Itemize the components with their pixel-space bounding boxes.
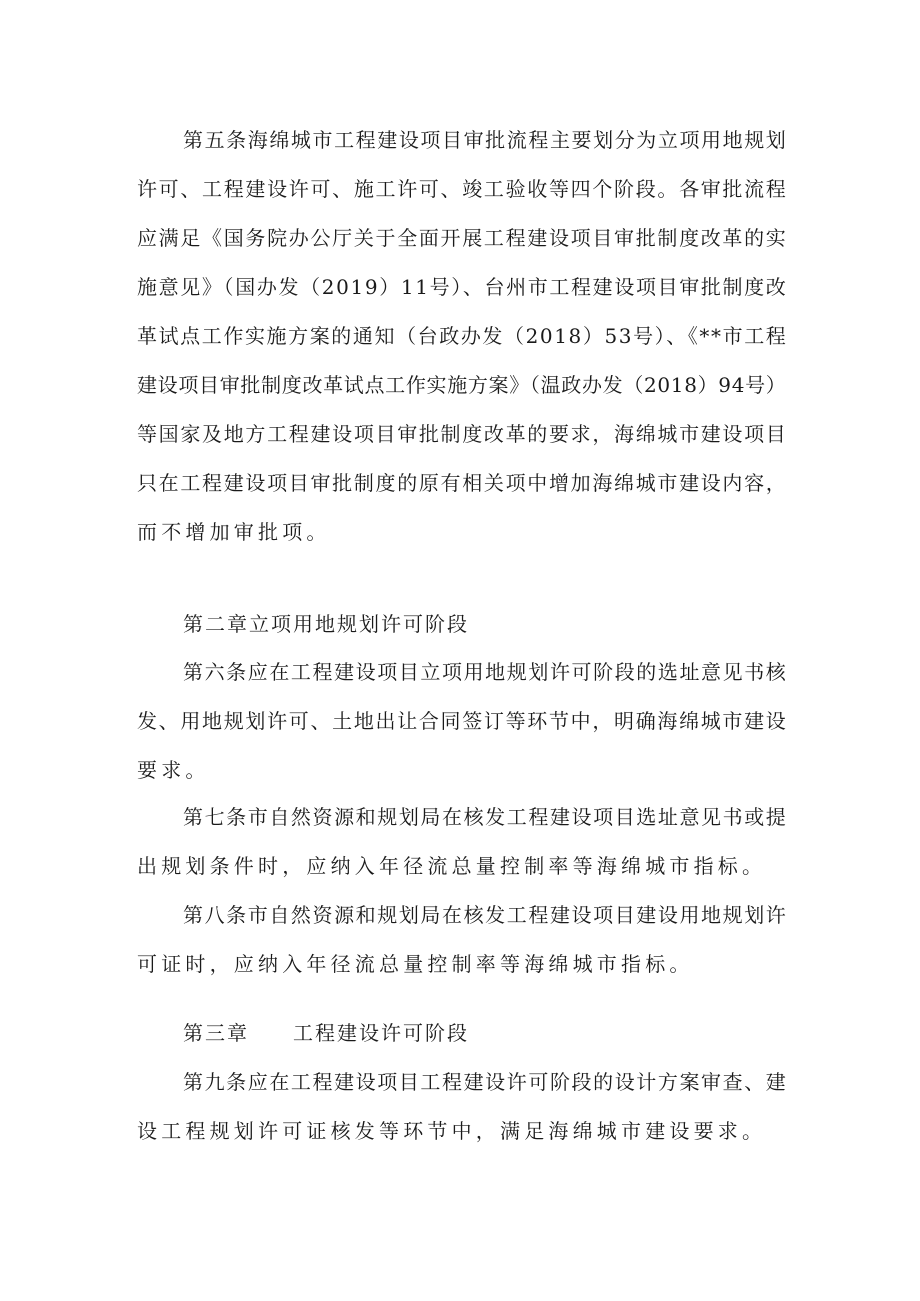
article-7-line-1: 第七条市自然资源和规划局在核发工程建设项目选址意见书或提 — [183, 805, 788, 829]
article-7-line-2: 出规划条件时，应纳入年径流总量控制率等海绵城市指标。 — [137, 854, 767, 878]
article-5-line-8: 只在工程建设项目审批制度的原有相关项中增加海绵城市建设内容， — [137, 471, 788, 495]
article-6-line-1: 第六条应在工程建设项目立项用地规划许可阶段的选址意见书核 — [183, 660, 788, 684]
chapter-3-title: 第三章 工程建设许可阶段 — [183, 1021, 469, 1045]
article-5-line-1: 第五条海绵城市工程建设项目审批流程主要划分为立项用地规划 — [183, 128, 788, 152]
chapter-2-title: 第二章立项用地规划许可阶段 — [183, 612, 469, 636]
article-5-line-5: 革试点工作实施方案的通知（台政办发（2018）53号）、《**市工程 — [137, 324, 788, 348]
article-5-line-4: 施意见》（国办发（2019）11号）、台州市工程建设项目审批制度改 — [137, 275, 788, 299]
article-5-line-7: 等国家及地方工程建设项目审批制度改革的要求，海绵城市建设项目 — [137, 422, 788, 446]
article-6-line-3: 要求。 — [137, 758, 210, 782]
article-5-line-6: 建设项目审批制度改革试点工作实施方案》（温政办发（2018）94号） — [137, 373, 787, 397]
article-5-line-9: 而不增加审批项。 — [137, 520, 331, 544]
article-9-line-1: 第九条应在工程建设项目工程建设许可阶段的设计方案审查、建 — [183, 1070, 788, 1094]
article-6-line-2: 发、用地规划许可、土地出让合同签订等环节中，明确海绵城市建设 — [137, 709, 788, 733]
article-8-line-2: 可证时，应纳入年径流总量控制率等海绵城市指标。 — [137, 952, 694, 976]
article-5-line-3: 应满足《国务院办公厅关于全面开展工程建设项目审批制度改革的实 — [137, 226, 788, 250]
article-5-line-2: 许可、工程建设许可、施工许可、竣工验收等四个阶段。各审批流程 — [137, 177, 788, 201]
article-9-line-2: 设工程规划许可证核发等环节中，满足海绵城市建设要求。 — [137, 1119, 767, 1143]
article-8-line-1: 第八条市自然资源和规划局在核发工程建设项目建设用地规划许 — [183, 903, 788, 927]
